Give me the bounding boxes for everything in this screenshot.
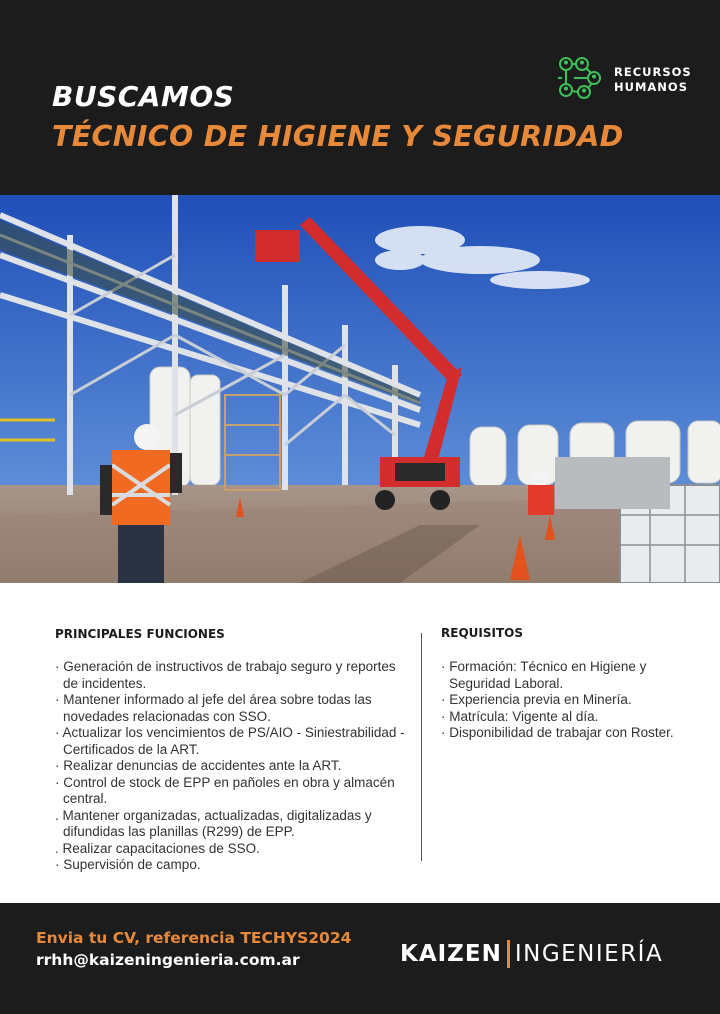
headline-buscamos: BUSCAMOS	[52, 80, 235, 113]
construction-site-photo	[0, 195, 720, 583]
headline-job-title: TÉCNICO DE HIGIENE Y SEGURIDAD	[52, 120, 624, 153]
funciones-list	[55, 659, 410, 874]
logo-kaizen: KAIZEN	[400, 941, 502, 967]
cv-reference-text: Envia tu CV, referencia TECHYS2024	[36, 929, 352, 947]
list-item: · Formación: Técnico en Higiene y Seguridad Laboral.	[441, 659, 647, 691]
requisitos-list	[441, 659, 691, 742]
list-item: · Control de stock de EPP en pañoles en obra y almacén central.	[55, 774, 395, 806]
list-item: · Supervisión de campo.	[55, 857, 201, 872]
logo-ingenieria: INGENIERÍA	[514, 941, 664, 967]
logo-separator	[507, 940, 510, 968]
department-label-line1: RECURSOS	[614, 65, 692, 79]
list-item: . Realizar capacitaciones de SSO.	[55, 840, 260, 856]
department-label-line2: HUMANOS	[614, 80, 688, 94]
contact-email-link[interactable]: rrhh@kaizeningenieria.com.ar	[36, 951, 300, 969]
list-item: · Mantener informado al jefe del área sobre todas las novedades relacionadas con SSO.	[55, 692, 372, 724]
list-item: · Experiencia previa en Minería.	[441, 692, 632, 707]
department-label	[614, 65, 692, 95]
company-logo	[400, 939, 663, 969]
list-item: · Generación de instructivos de trabajo seguro y reportes de incidentes.	[55, 659, 396, 691]
list-item: · Matrícula: Vigente al día.	[441, 708, 599, 724]
column-divider	[421, 633, 422, 861]
list-item: · Actualizar los vencimientos de PS/AIO - Siniestrabilidad - Certificados de la ART.	[55, 725, 405, 757]
requisitos-title: REQUISITOS	[441, 626, 523, 640]
list-item: · Disponibilidad de trabajar con Roster.	[441, 725, 674, 740]
list-item: · Realizar denuncias de accidentes ante la ART.	[55, 758, 342, 773]
people-network-icon	[554, 54, 606, 104]
funciones-title: PRINCIPALES FUNCIONES	[55, 627, 225, 641]
department-badge	[554, 54, 704, 104]
list-item: . Mantener organizadas, actualizadas, digitalizadas y difundidas las planillas (R299) de EPP.	[55, 807, 372, 839]
